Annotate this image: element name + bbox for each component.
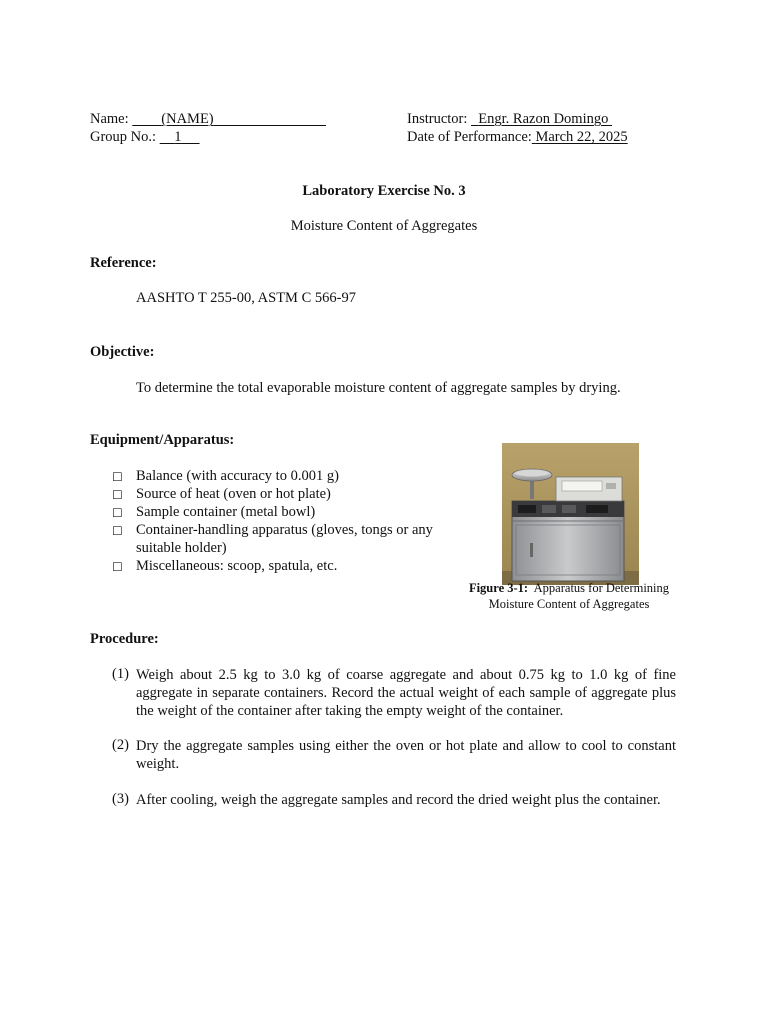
- group-value: 1: [174, 129, 182, 145]
- instructor-value: Engr. Razon Domingo: [478, 111, 609, 127]
- name-line: [90, 111, 326, 128]
- equipment-item: Container-handling apparatus (gloves, tongs or any: [136, 522, 433, 538]
- step-number: (2): [112, 737, 129, 753]
- equipment-item: Source of heat (oven or hot plate): [136, 486, 331, 502]
- procedure-step: After cooling, weigh the aggregate samples and record the dried weight plus the container.: [136, 792, 661, 808]
- name-field: [132, 111, 326, 127]
- figure-caption-line2: Moisture Content of Aggregates: [488, 597, 650, 611]
- procedure-step: Dry the aggregate samples using either the oven or hot plate and allow to cool to constant weight.: [136, 738, 676, 772]
- exercise-title: Laboratory Exercise No. 3: [302, 183, 466, 199]
- date-field: [532, 129, 628, 145]
- instructor-field: [471, 111, 612, 127]
- equipment-item-continued: suitable holder): [136, 540, 227, 556]
- name-label: Name:: [90, 111, 129, 127]
- reference-heading: Reference:: [90, 255, 157, 271]
- objective-heading: Objective:: [90, 344, 155, 360]
- date-value: March 22, 2025: [535, 129, 628, 145]
- date-label: Date of Performance:: [407, 129, 532, 145]
- figure-caption: [450, 580, 688, 596]
- figure-caption-line1: Apparatus for Determining: [533, 581, 670, 595]
- group-label: Group No.:: [90, 129, 157, 145]
- name-value: (NAME): [161, 111, 214, 127]
- step-number: (3): [112, 791, 129, 807]
- check-box-icon: ☐: [112, 470, 123, 484]
- exercise-subtitle: Moisture Content of Aggregates: [290, 218, 478, 234]
- check-box-icon: ☐: [112, 488, 123, 502]
- date-line: [407, 129, 628, 146]
- instructor-line: [407, 111, 612, 128]
- objective-text: To determine the total evaporable moisture content of aggregate samples by drying.: [136, 380, 621, 396]
- group-field: [160, 129, 200, 145]
- procedure-step: Weigh about 2.5 kg to 3.0 kg of coarse aggregate and about 0.75 kg to 1.0 kg of fine aggregate in separate containers. Record the actual weight of each sample of aggregate plus the weight of the container after taking the empty weight of the container.: [136, 667, 676, 719]
- equipment-item: Sample container (metal bowl): [136, 504, 316, 520]
- step-number: (1): [112, 666, 129, 682]
- figure-label: Figure 3-1:: [468, 581, 529, 595]
- group-line: [90, 129, 200, 146]
- oven-apparatus-image: [502, 443, 639, 585]
- check-box-icon: ☐: [112, 560, 123, 574]
- procedure-heading: Procedure:: [90, 631, 159, 647]
- check-box-icon: ☐: [112, 524, 123, 538]
- equipment-heading: Equipment/Apparatus:: [90, 432, 235, 448]
- instructor-label: Instructor:: [407, 111, 468, 127]
- equipment-item: Balance (with accuracy to 0.001 g): [136, 468, 339, 484]
- equipment-item: Miscellaneous: scoop, spatula, etc.: [136, 558, 338, 574]
- reference-text: AASHTO T 255-00, ASTM C 566-97: [136, 290, 356, 306]
- check-box-icon: ☐: [112, 506, 123, 520]
